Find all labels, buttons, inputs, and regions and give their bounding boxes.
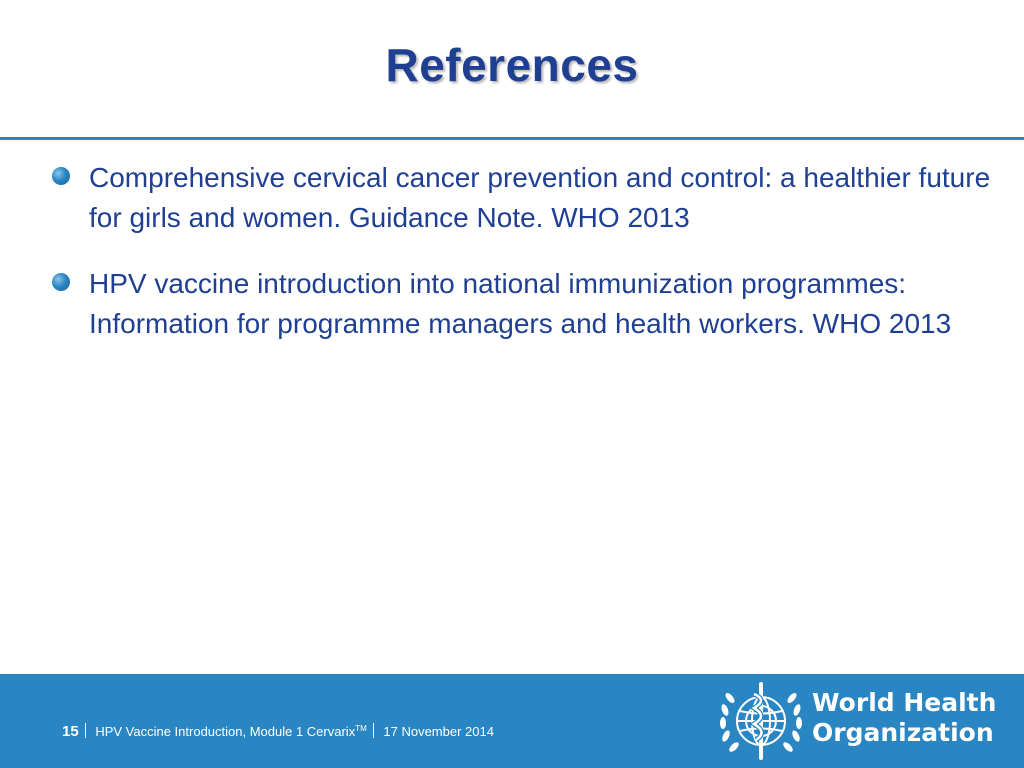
list-item: [52, 158, 992, 238]
footer-separator: [85, 723, 86, 738]
presentation-date: 17 November 2014: [383, 724, 494, 739]
slide-number: 15: [62, 723, 79, 740]
organization-name-line2: Organization: [812, 718, 994, 747]
list-item: [52, 264, 992, 344]
bullet-dot-icon: [52, 167, 70, 185]
who-emblem-icon: [716, 678, 806, 764]
reference-text: HPV vaccine introduction into national immunization programmes: Information for programme managers and health workers. WHO 2013: [89, 268, 952, 339]
course-title: HPV Vaccine Introduction, Module 1 Cervarix: [95, 724, 356, 739]
reference-list: [52, 158, 992, 370]
footer-caption: [62, 723, 494, 740]
organization-name-line1: World Health: [812, 688, 997, 717]
slide-title: References: [385, 39, 639, 91]
reference-text: Comprehensive cervical cancer prevention and control: a healthier future for girls and women. Guidance Note. WHO 2013: [89, 162, 991, 233]
trademark-mark: TM: [355, 724, 367, 733]
title-divider: [0, 137, 1024, 140]
footer-separator: [373, 723, 374, 738]
organization-name: [812, 688, 996, 748]
bullet-dot-icon: [52, 273, 70, 291]
